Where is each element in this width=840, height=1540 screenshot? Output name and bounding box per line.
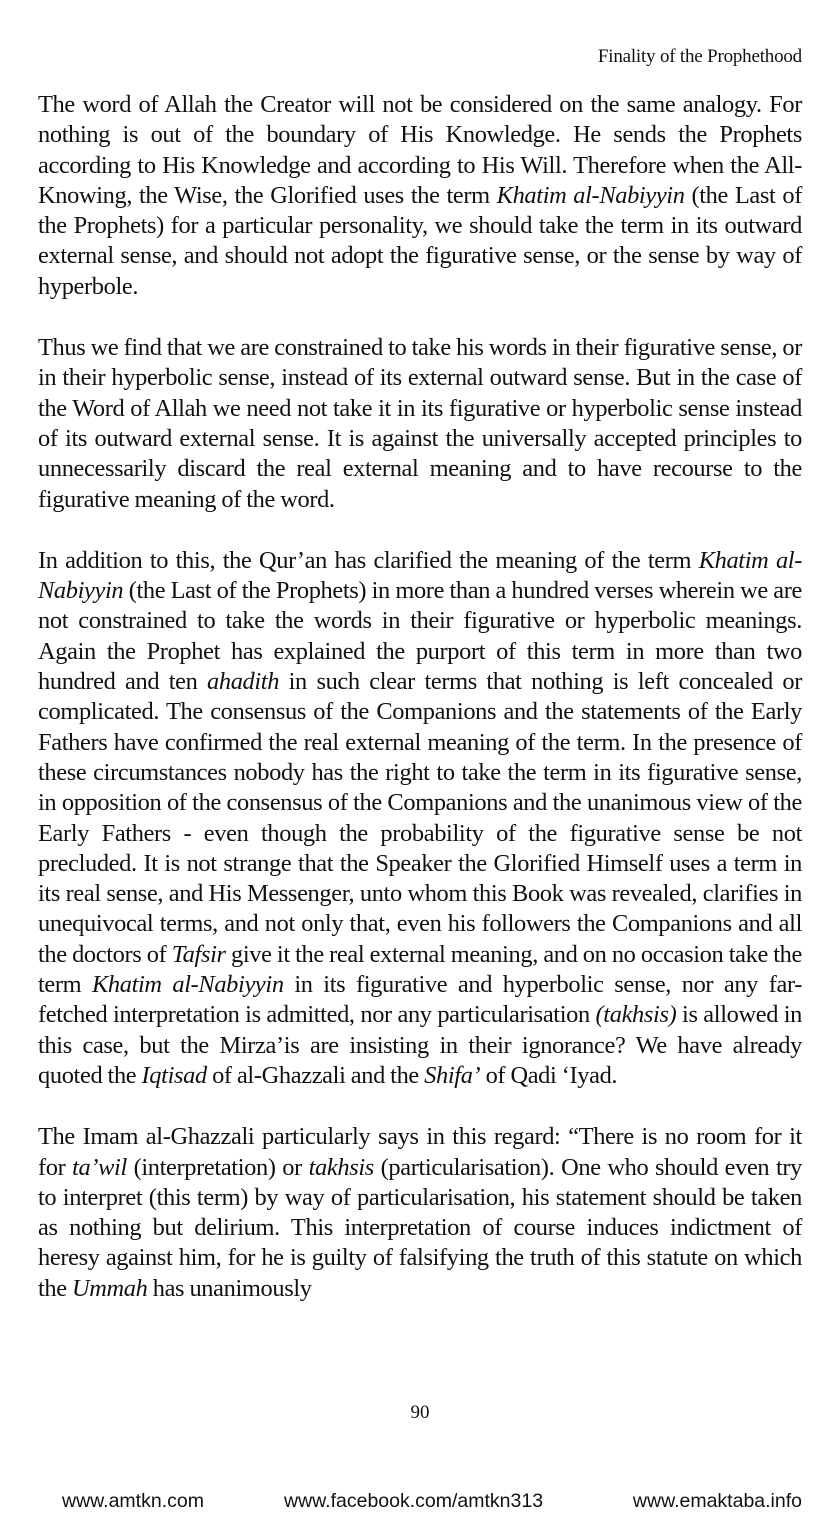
footer-link-amtkn[interactable]: www.amtkn.com <box>62 1490 204 1512</box>
text-run: has unanimously <box>147 1274 312 1302</box>
page-number: 90 <box>410 1402 430 1423</box>
text-run: The word of Allah the Creator will not be considered on the same analogy. For nothing is out of the boundary of His Knowledge. He sends the Prophets according to His Knowledge and according to His Will. Therefore when the All-Knowing, the Wise, the Glorified uses the term <box>38 91 802 209</box>
text-run: (interpretation) or <box>126 1153 309 1181</box>
text-run: (the Last of the Prophets) for a particular personality, we should take the term in its outward external sense, and should not adopt the figurative sense, or the sense by way of hyperbole. <box>38 181 802 300</box>
text-run: give it the real external meaning, and on no occasion take the term <box>38 940 802 999</box>
italic-term: Iqtisad <box>141 1061 207 1089</box>
text-run: in its figurative and hyperbolic sense, nor any far-fetched interpretation is admitted, nor any particularisation <box>38 971 802 1029</box>
text-run: Thus we find that we are constrained to take his words in their figurative sense, or in their hyperbolic sense, instead of its external outward sense. But in the case of the Word of Allah we need not take it in its figurative or hyperbolic sense instead of its outward external sense. It is against the universally accepted principles to unnecessarily discard the real external meaning and to have recourse to the figurative meaning of the word. <box>38 334 802 513</box>
body-text <box>38 90 802 1304</box>
italic-term: Khatim al-Nabiyyin <box>496 181 685 209</box>
text-run: in such clear terms that nothing is left concealed or complicated. The consensus of the Companions and the statements of the Early Fathers have confirmed the real external meaning of the term. In the presence of these circumstances nobody has the right to take the term in its figurative sense, in opposition of the consensus of the Companions and the unanimous view of the Early Fathers - even though the probability of the figurative sense be not precluded. It is not strange that the Speaker the Glorified Himself uses a term in its real sense, and His Messenger, unto whom this Book was revealed, clarifies in unequivocal terms, and not only that, even his followers the Companions and all the doctors of <box>38 668 802 968</box>
italic-term: ahadith <box>207 668 280 696</box>
footer <box>62 1490 802 1518</box>
italic-term: Tafsir <box>171 940 226 968</box>
italic-term: Shifa’ <box>424 1061 481 1089</box>
text-run: of al-Ghazzali and the <box>206 1061 425 1089</box>
text-run: (the Last of the Prophets) in more than a hundred verses wherein we are not constrained to take the words in their figurative or hyperbolic meanings. Again the Prophet has explained the purport of this term in more than two hundred and ten <box>38 577 802 696</box>
footer-link-facebook[interactable]: www.facebook.com/amtkn313 <box>284 1490 544 1512</box>
italic-term: (takhsis) <box>595 1001 677 1029</box>
italic-term: Khatim al-Nabiyyin <box>91 971 284 999</box>
text-run: In addition to this, the Qur’an has clarified the meaning of the term <box>38 546 699 574</box>
footer-link-emaktaba[interactable]: www.emaktaba.info <box>632 1490 802 1512</box>
italic-term: Khatim al-Nabiyyin <box>38 546 802 605</box>
text-run: (particularisation). One who should even try to interpret (this term) by way of particularisation, his statement should be taken as nothing but delirium. This interpretation of course induces indictment of heresy against him, for he is guilty of falsifying the truth of this statute on which the <box>38 1153 803 1302</box>
italic-term: takhsis <box>308 1153 374 1181</box>
paragraph <box>38 333 802 515</box>
italic-term: ta’wil <box>72 1153 127 1181</box>
text-run: The Imam al-Ghazzali particularly says in this regard: “There is no room for it for <box>38 1123 802 1181</box>
running-header: Finality of the Prophethood <box>597 46 802 67</box>
text-run: of Qadi ‘Iyad. <box>480 1061 618 1089</box>
text-run: is allowed in this case, but the Mirza’is are insisting in their ignorance? We have already quoted the <box>38 1001 803 1089</box>
italic-term: Ummah <box>72 1274 148 1302</box>
paragraph <box>38 1122 802 1304</box>
paragraph <box>38 546 802 1091</box>
paragraph <box>38 90 802 302</box>
